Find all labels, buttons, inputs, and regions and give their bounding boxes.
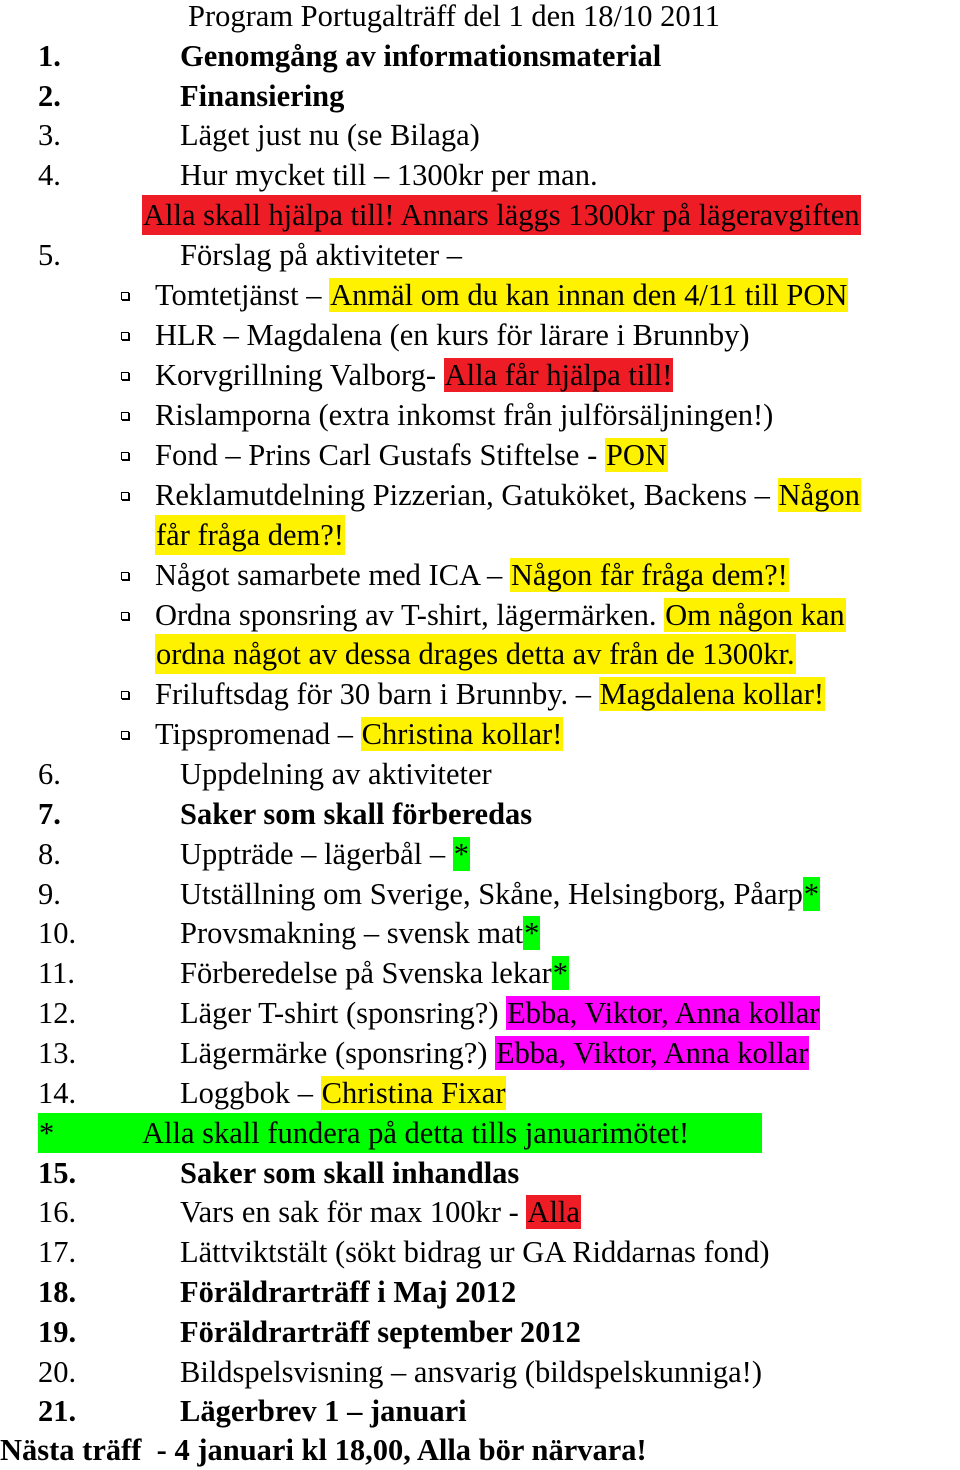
checkbox-bullet-icon	[121, 412, 129, 420]
item-number: 21.	[38, 1394, 77, 1428]
item-number: 7.	[38, 797, 61, 831]
bullet-highlight: Någon får fråga dem?!	[510, 558, 788, 592]
item-text: Saker som skall inhandlas	[180, 1156, 520, 1190]
bullet-highlight: får fråga dem?!	[155, 515, 345, 555]
bullet-highlight: Anmäl om du kan innan den 4/11 till PON	[330, 278, 848, 312]
item-text: Saker som skall förberedas	[180, 797, 533, 831]
bullet-text: Tomtetjänst –	[155, 278, 330, 312]
bullet-text: Något samarbete med ICA –	[155, 558, 510, 592]
item-number: 16.	[38, 1195, 77, 1229]
bullet-text: Reklamutdelning Pizzerian, Gatuköket, Backens –	[155, 478, 778, 512]
item-text: Lättviktstält (sökt bidrag ur GA Riddarnas fond)	[180, 1235, 770, 1269]
item-number: 11.	[38, 956, 75, 990]
checkbox-bullet-icon	[121, 292, 129, 300]
item-number: 8.	[38, 837, 61, 871]
item-number: 19.	[38, 1315, 77, 1349]
bullet-highlight: Magdalena kollar!	[599, 677, 825, 711]
checkbox-bullet-icon	[121, 332, 129, 340]
star-note-highlight	[38, 1113, 762, 1153]
bullet-highlight: PON	[605, 438, 667, 472]
checkbox-bullet-icon	[121, 691, 129, 699]
item-number: 15.	[38, 1156, 77, 1190]
item-number: 5.	[38, 238, 61, 272]
item-text: Provsmakning – svensk mat	[180, 916, 524, 950]
item-highlight: Ebba, Viktor, Anna kollar	[507, 996, 820, 1030]
item-text: Läget just nu (se Bilaga)	[180, 118, 480, 152]
bullet-text: Rislamporna (extra inkomst från julförsäljningen!)	[155, 398, 774, 432]
item-number: 1.	[38, 39, 61, 73]
item-number: 9.	[38, 877, 61, 911]
item-text: Bildspelsvisning – ansvarig (bildspelskunniga!)	[180, 1355, 762, 1389]
item-text: Loggbok –	[180, 1076, 321, 1110]
item-number: 4.	[38, 158, 61, 192]
item-text: Hur mycket till – 1300kr per man.	[180, 158, 598, 192]
next-meeting: Nästa träff - 4 januari kl 18,00, Alla bör närvara!	[0, 1433, 647, 1467]
bullet-text: HLR – Magdalena (en kurs för lärare i Brunnby)	[155, 318, 750, 352]
bullet-highlight: Någon	[778, 478, 860, 512]
item-number: 17.	[38, 1235, 77, 1269]
bullet-text: Fond – Prins Carl Gustafs Stiftelse -	[155, 438, 605, 472]
item-highlight: Alla	[527, 1195, 580, 1229]
item-text: Föräldrarträff i Maj 2012	[180, 1275, 517, 1309]
bullet-highlight: ordna något av dessa drages detta av från de 1300kr.	[155, 634, 796, 674]
checkbox-bullet-icon	[121, 612, 129, 620]
item-number: 14.	[38, 1076, 77, 1110]
item-number: 18.	[38, 1275, 77, 1309]
item-text: Vars en sak för max 100kr -	[180, 1195, 527, 1229]
bullet-text: Tipspromenad –	[155, 717, 361, 751]
item-number: 20.	[38, 1355, 77, 1389]
item-highlight: *	[453, 837, 469, 871]
item-highlight: *	[803, 877, 820, 911]
item-text: Förslag på aktiviteter –	[180, 238, 463, 272]
item-text: Utställning om Sverige, Skåne, Helsingborg, Påarp	[180, 877, 803, 911]
bullet-text: Korvgrillning Valborg-	[155, 358, 444, 392]
bullet-highlight: Om någon kan	[665, 598, 845, 632]
item-text: Lägermärke (sponsring?)	[180, 1036, 496, 1070]
bullet-highlight: Alla får hjälpa till!	[444, 358, 673, 392]
bullet-highlight: Christina kollar!	[361, 717, 563, 751]
item-text: Lägerbrev 1 – januari	[180, 1394, 467, 1428]
star-note-text: Alla skall fundera på detta tills januarimötet!	[142, 1116, 690, 1150]
checkbox-bullet-icon	[121, 452, 129, 460]
bullet-text: Ordna sponsring av T-shirt, lägermärken.	[155, 598, 665, 632]
item-text: Genomgång av informationsmaterial	[180, 39, 662, 73]
item-text: Läger T-shirt (sponsring?)	[180, 996, 507, 1030]
page-title: Program Portugalträff del 1 den 18/10 2011	[188, 0, 720, 33]
highlighted-note: Alla skall hjälpa till! Annars läggs 1300kr på lägeravgiften	[142, 195, 861, 235]
item-highlight: *	[552, 956, 569, 990]
item-highlight: Ebba, Viktor, Anna kollar	[496, 1036, 809, 1070]
checkbox-bullet-icon	[121, 492, 129, 500]
star-marker: *	[39, 1116, 55, 1150]
item-highlight: Christina Fixar	[321, 1076, 506, 1110]
item-text: Uppträde – lägerbål –	[180, 837, 453, 871]
item-highlight: *	[524, 916, 540, 950]
item-number: 10.	[38, 916, 77, 950]
item-text: Föräldrarträff september 2012	[180, 1315, 581, 1349]
item-text: Uppdelning av aktiviteter	[180, 757, 492, 791]
checkbox-bullet-icon	[121, 372, 129, 380]
item-number: 3.	[38, 118, 61, 152]
checkbox-bullet-icon	[121, 572, 129, 580]
item-text: Finansiering	[180, 79, 345, 113]
item-number: 2.	[38, 79, 61, 113]
bullet-text: Friluftsdag för 30 barn i Brunnby. –	[155, 677, 599, 711]
checkbox-bullet-icon	[121, 731, 129, 739]
item-number: 13.	[38, 1036, 77, 1070]
item-number: 6.	[38, 757, 61, 791]
item-text: Förberedelse på Svenska lekar	[180, 956, 552, 990]
item-number: 12.	[38, 996, 77, 1030]
